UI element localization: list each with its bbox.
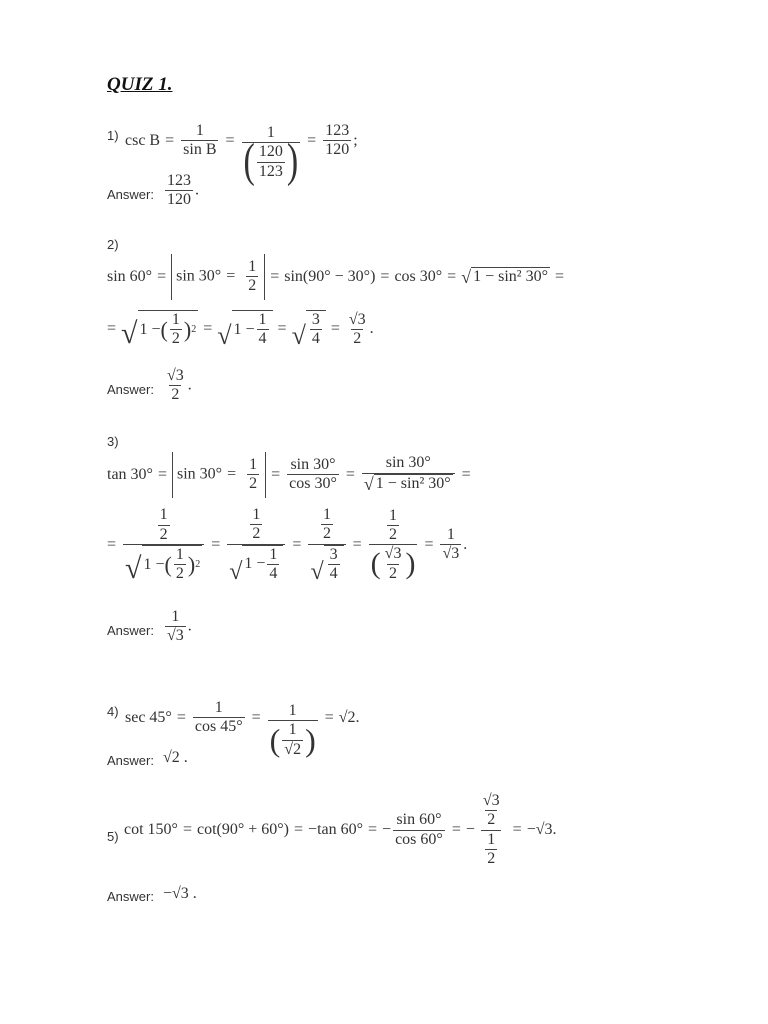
page-title: QUIZ 1. (107, 74, 173, 95)
eq-term: 120 (325, 141, 350, 159)
eq-term: 123 (325, 121, 350, 139)
problem-3-line-2: = $\frac{1}{2}$ √ 1 − ( $\frac{1}{2}$ ) 2 = $\frac{1}{2}$ √ 1 − $\frac{1}{4}$ = $\frac{1}{2}$ √ $\frac{3}{4}$ = $\frac{1}{2}$ ( $\frac{√3}{2}$ ) = $\frac{1}{√3}$ . (107, 506, 468, 585)
eq-term: sin 60° (396, 811, 442, 829)
problem-3-line-1: tan 30° = sin 30° = $\frac{1}{2}$ = $\frac{\sin 30^\circ}{\cos 30^\circ}$ = sin 30° √ 1 − sin² 30° = (107, 452, 471, 498)
eq-term: sin 30° (290, 456, 336, 473)
answer-label: Answer: (107, 753, 154, 768)
problem-2-line-2: = √ 1 − ( $\frac{1}{2}$ ) 2 = √ 1 − $\frac{1}{4}$ = √ $\frac{3}{4}$ = $\frac{√3}{2}$ . (107, 310, 374, 350)
problem-4-number: 4) (107, 704, 119, 719)
eq-term: cos 30° (394, 267, 443, 285)
eq-term: cot 150° (124, 821, 178, 839)
problem-2-number: 2) (107, 237, 119, 252)
eq-term: cos 45° (194, 718, 243, 736)
answer-label: Answer: (107, 382, 154, 397)
eq-term: 123 (167, 172, 191, 189)
eq-term: −tan 60° (308, 821, 364, 839)
eq-term: cos 30° (289, 475, 337, 493)
answer-3: $\frac{1}{√3}$ . (167, 608, 192, 645)
answer-2: $\frac{√3}{2}$ . (167, 367, 192, 404)
eq-term: sin(90° − 30°) (284, 267, 376, 285)
eq-term: 1 (266, 124, 275, 141)
problem-1-equation: csc B = $\frac{1}{\text{sin B}}$ = 1 ( $\frac{120}{123}$ ) = $\frac{123}{120}$ ; (125, 121, 358, 188)
eq-term: 120 (167, 191, 191, 209)
eq-term: 1 − sin² 30° (473, 268, 548, 286)
eq-term: sin 30° (176, 465, 223, 483)
answer-label: Answer: (107, 187, 154, 202)
answer-4: √2 . (163, 749, 188, 766)
eq-term: csc B (125, 131, 161, 149)
eq-term: 1 (195, 121, 204, 139)
eq-term: sin B (183, 141, 217, 159)
problem-3-number: 3) (107, 434, 119, 449)
answer-label: Answer: (107, 889, 154, 904)
problem-2-line-1: sin 60° = sin 30° = $\frac{1}{2}$ = sin(90° − 30°) = cos 30° = √ 1 − sin² 30° = (107, 254, 564, 300)
eq-term: sin 30° (176, 267, 222, 285)
answer-5: −√3 . (163, 885, 197, 902)
eq-term: sin 60° (107, 267, 153, 285)
eq-term: 120 (258, 143, 283, 161)
eq-term: sec 45° (125, 708, 172, 726)
answer-1: $\frac{123}{120}$ . (167, 172, 199, 209)
eq-term: cot(90° + 60°) (196, 821, 290, 839)
answer-label: Answer: (107, 623, 154, 638)
problem-1-number: 1) (107, 128, 119, 143)
eq-term: cos 60° (395, 830, 443, 848)
eq-term: 123 (258, 162, 283, 180)
eq-term: sin 30° (385, 454, 431, 472)
problem-4-equation: sec 45° = $\frac{1}{\cos 45^\circ}$ = 1 ( $\frac{1}{√2}$ ) = √2. (125, 698, 360, 758)
problem-5-equation: cot 150° = cot(90° + 60°) = −tan 60° = − $\frac{\sin 60^\circ}{\cos 60^\circ}$ = − $\frac{\frac{√3}{2}}{\frac{1}{2}}$ = −√3. (124, 792, 557, 868)
eq-term: tan 30° (107, 465, 153, 483)
problem-5-number: 5) (107, 829, 119, 844)
